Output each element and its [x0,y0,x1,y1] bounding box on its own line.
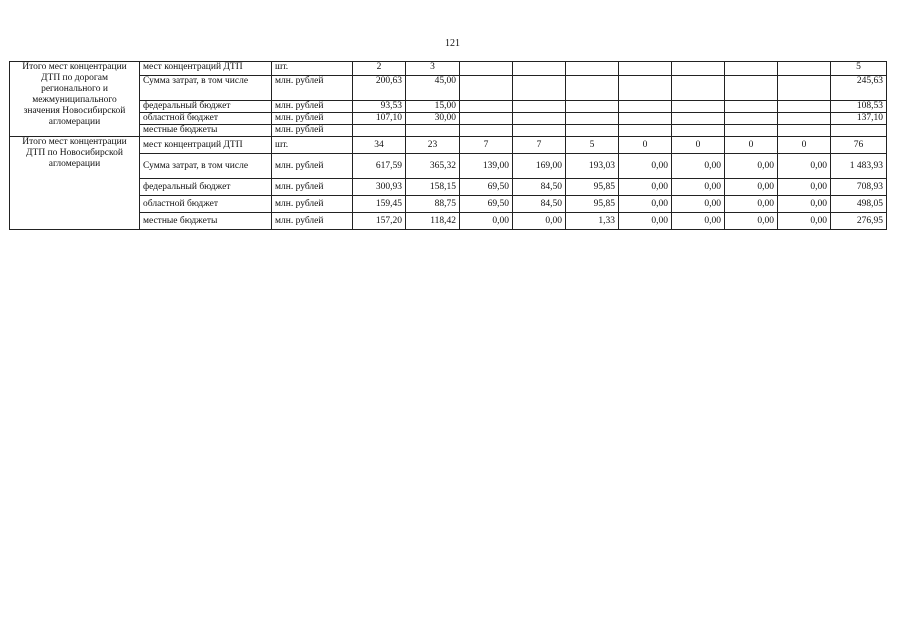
indicator-cell: мест концентраций ДТП [140,137,272,154]
value-cell [353,125,406,137]
value-cell [619,76,672,101]
unit-cell: млн. рублей [272,101,353,113]
unit-cell: млн. рублей [272,76,353,101]
value-cell: 159,45 [353,196,406,213]
value-cell [672,113,725,125]
value-cell [778,125,831,137]
value-cell: 23 [406,137,460,154]
table-row [10,113,887,125]
indicator-cell: областной бюджет [140,196,272,213]
value-cell [672,125,725,137]
value-cell: 95,85 [566,196,619,213]
value-cell [460,113,513,125]
value-cell [566,113,619,125]
value-cell: 2 [353,62,406,76]
indicator-cell: областной бюджет [140,113,272,125]
value-cell [725,101,778,113]
indicator-cell: местные бюджеты [140,125,272,137]
value-cell: 0,00 [619,179,672,196]
table-row [10,154,887,179]
value-cell: 0,00 [778,179,831,196]
value-cell: 69,50 [460,196,513,213]
value-cell: 0,00 [672,213,725,230]
value-cell: 93,53 [353,101,406,113]
group-label-cell: Итого мест концентрации ДТП по дорогам регионального и межмуниципального значения Новосибирской агломерации [10,62,140,137]
value-cell: 0,00 [725,179,778,196]
indicator-cell: мест концентраций ДТП [140,62,272,76]
value-cell [778,101,831,113]
value-cell [513,62,566,76]
total-value-cell: 245,63 [831,76,887,101]
value-cell [406,125,460,137]
total-value-cell: 108,53 [831,101,887,113]
value-cell [460,125,513,137]
value-cell [672,62,725,76]
total-value-cell: 708,93 [831,179,887,196]
value-cell: 95,85 [566,179,619,196]
table-row [10,101,887,113]
total-value-cell: 137,10 [831,113,887,125]
total-value-cell: 276,95 [831,213,887,230]
value-cell: 15,00 [406,101,460,113]
value-cell: 158,15 [406,179,460,196]
value-cell: 0,00 [725,196,778,213]
value-cell [619,101,672,113]
table-row [10,125,887,137]
value-cell: 365,32 [406,154,460,179]
value-cell: 7 [460,137,513,154]
value-cell [619,113,672,125]
value-cell: 1,33 [566,213,619,230]
value-cell: 84,50 [513,179,566,196]
table-row [10,179,887,196]
value-cell [725,76,778,101]
value-cell: 0,00 [672,196,725,213]
unit-cell: млн. рублей [272,125,353,137]
value-cell: 69,50 [460,179,513,196]
unit-cell: млн. рублей [272,113,353,125]
value-cell [566,101,619,113]
value-cell [725,125,778,137]
value-cell [619,62,672,76]
value-cell [672,101,725,113]
unit-cell: шт. [272,137,353,154]
value-cell [513,113,566,125]
value-cell: 0 [619,137,672,154]
value-cell: 84,50 [513,196,566,213]
value-cell [778,76,831,101]
value-cell: 300,93 [353,179,406,196]
indicator-cell: федеральный бюджет [140,179,272,196]
value-cell: 30,00 [406,113,460,125]
budget-table [9,61,887,230]
value-cell: 45,00 [406,76,460,101]
value-cell: 34 [353,137,406,154]
total-value-cell [831,125,887,137]
value-cell: 88,75 [406,196,460,213]
value-cell: 7 [513,137,566,154]
value-cell: 0,00 [619,154,672,179]
value-cell [566,125,619,137]
value-cell [460,101,513,113]
table-row [10,213,887,230]
table-row [10,137,887,154]
value-cell: 157,20 [353,213,406,230]
value-cell: 0,00 [513,213,566,230]
total-value-cell: 1 483,93 [831,154,887,179]
value-cell: 5 [566,137,619,154]
value-cell: 0,00 [672,154,725,179]
value-cell [672,76,725,101]
indicator-cell: местные бюджеты [140,213,272,230]
value-cell: 169,00 [513,154,566,179]
table-row [10,62,887,76]
value-cell: 0,00 [619,196,672,213]
page-number: 121 [445,38,460,49]
value-cell: 139,00 [460,154,513,179]
value-cell: 0,00 [778,196,831,213]
value-cell [513,125,566,137]
total-value-cell: 498,05 [831,196,887,213]
value-cell: 200,63 [353,76,406,101]
indicator-cell: Сумма затрат, в том числе [140,76,272,101]
unit-cell: млн. рублей [272,179,353,196]
unit-cell: млн. рублей [272,213,353,230]
unit-cell: шт. [272,62,353,76]
table-row [10,196,887,213]
value-cell: 3 [406,62,460,76]
table-row [10,76,887,101]
value-cell: 0,00 [619,213,672,230]
value-cell [725,113,778,125]
value-cell [460,76,513,101]
value-cell [513,101,566,113]
value-cell [725,62,778,76]
total-value-cell: 76 [831,137,887,154]
value-cell: 193,03 [566,154,619,179]
value-cell [619,125,672,137]
value-cell: 0 [725,137,778,154]
value-cell: 0 [672,137,725,154]
value-cell: 118,42 [406,213,460,230]
value-cell: 617,59 [353,154,406,179]
value-cell: 0,00 [778,154,831,179]
value-cell: 0 [778,137,831,154]
value-cell [513,76,566,101]
value-cell [566,62,619,76]
value-cell [566,76,619,101]
indicator-cell: федеральный бюджет [140,101,272,113]
value-cell: 0,00 [460,213,513,230]
value-cell: 0,00 [725,154,778,179]
group-label-cell: Итого мест концентрации ДТП по Новосибирской агломерации [10,137,140,230]
value-cell: 0,00 [778,213,831,230]
value-cell [778,62,831,76]
value-cell: 0,00 [725,213,778,230]
value-cell [460,62,513,76]
value-cell: 107,10 [353,113,406,125]
total-value-cell: 5 [831,62,887,76]
indicator-cell: Сумма затрат, в том числе [140,154,272,179]
unit-cell: млн. рублей [272,154,353,179]
value-cell: 0,00 [672,179,725,196]
unit-cell: млн. рублей [272,196,353,213]
value-cell [778,113,831,125]
